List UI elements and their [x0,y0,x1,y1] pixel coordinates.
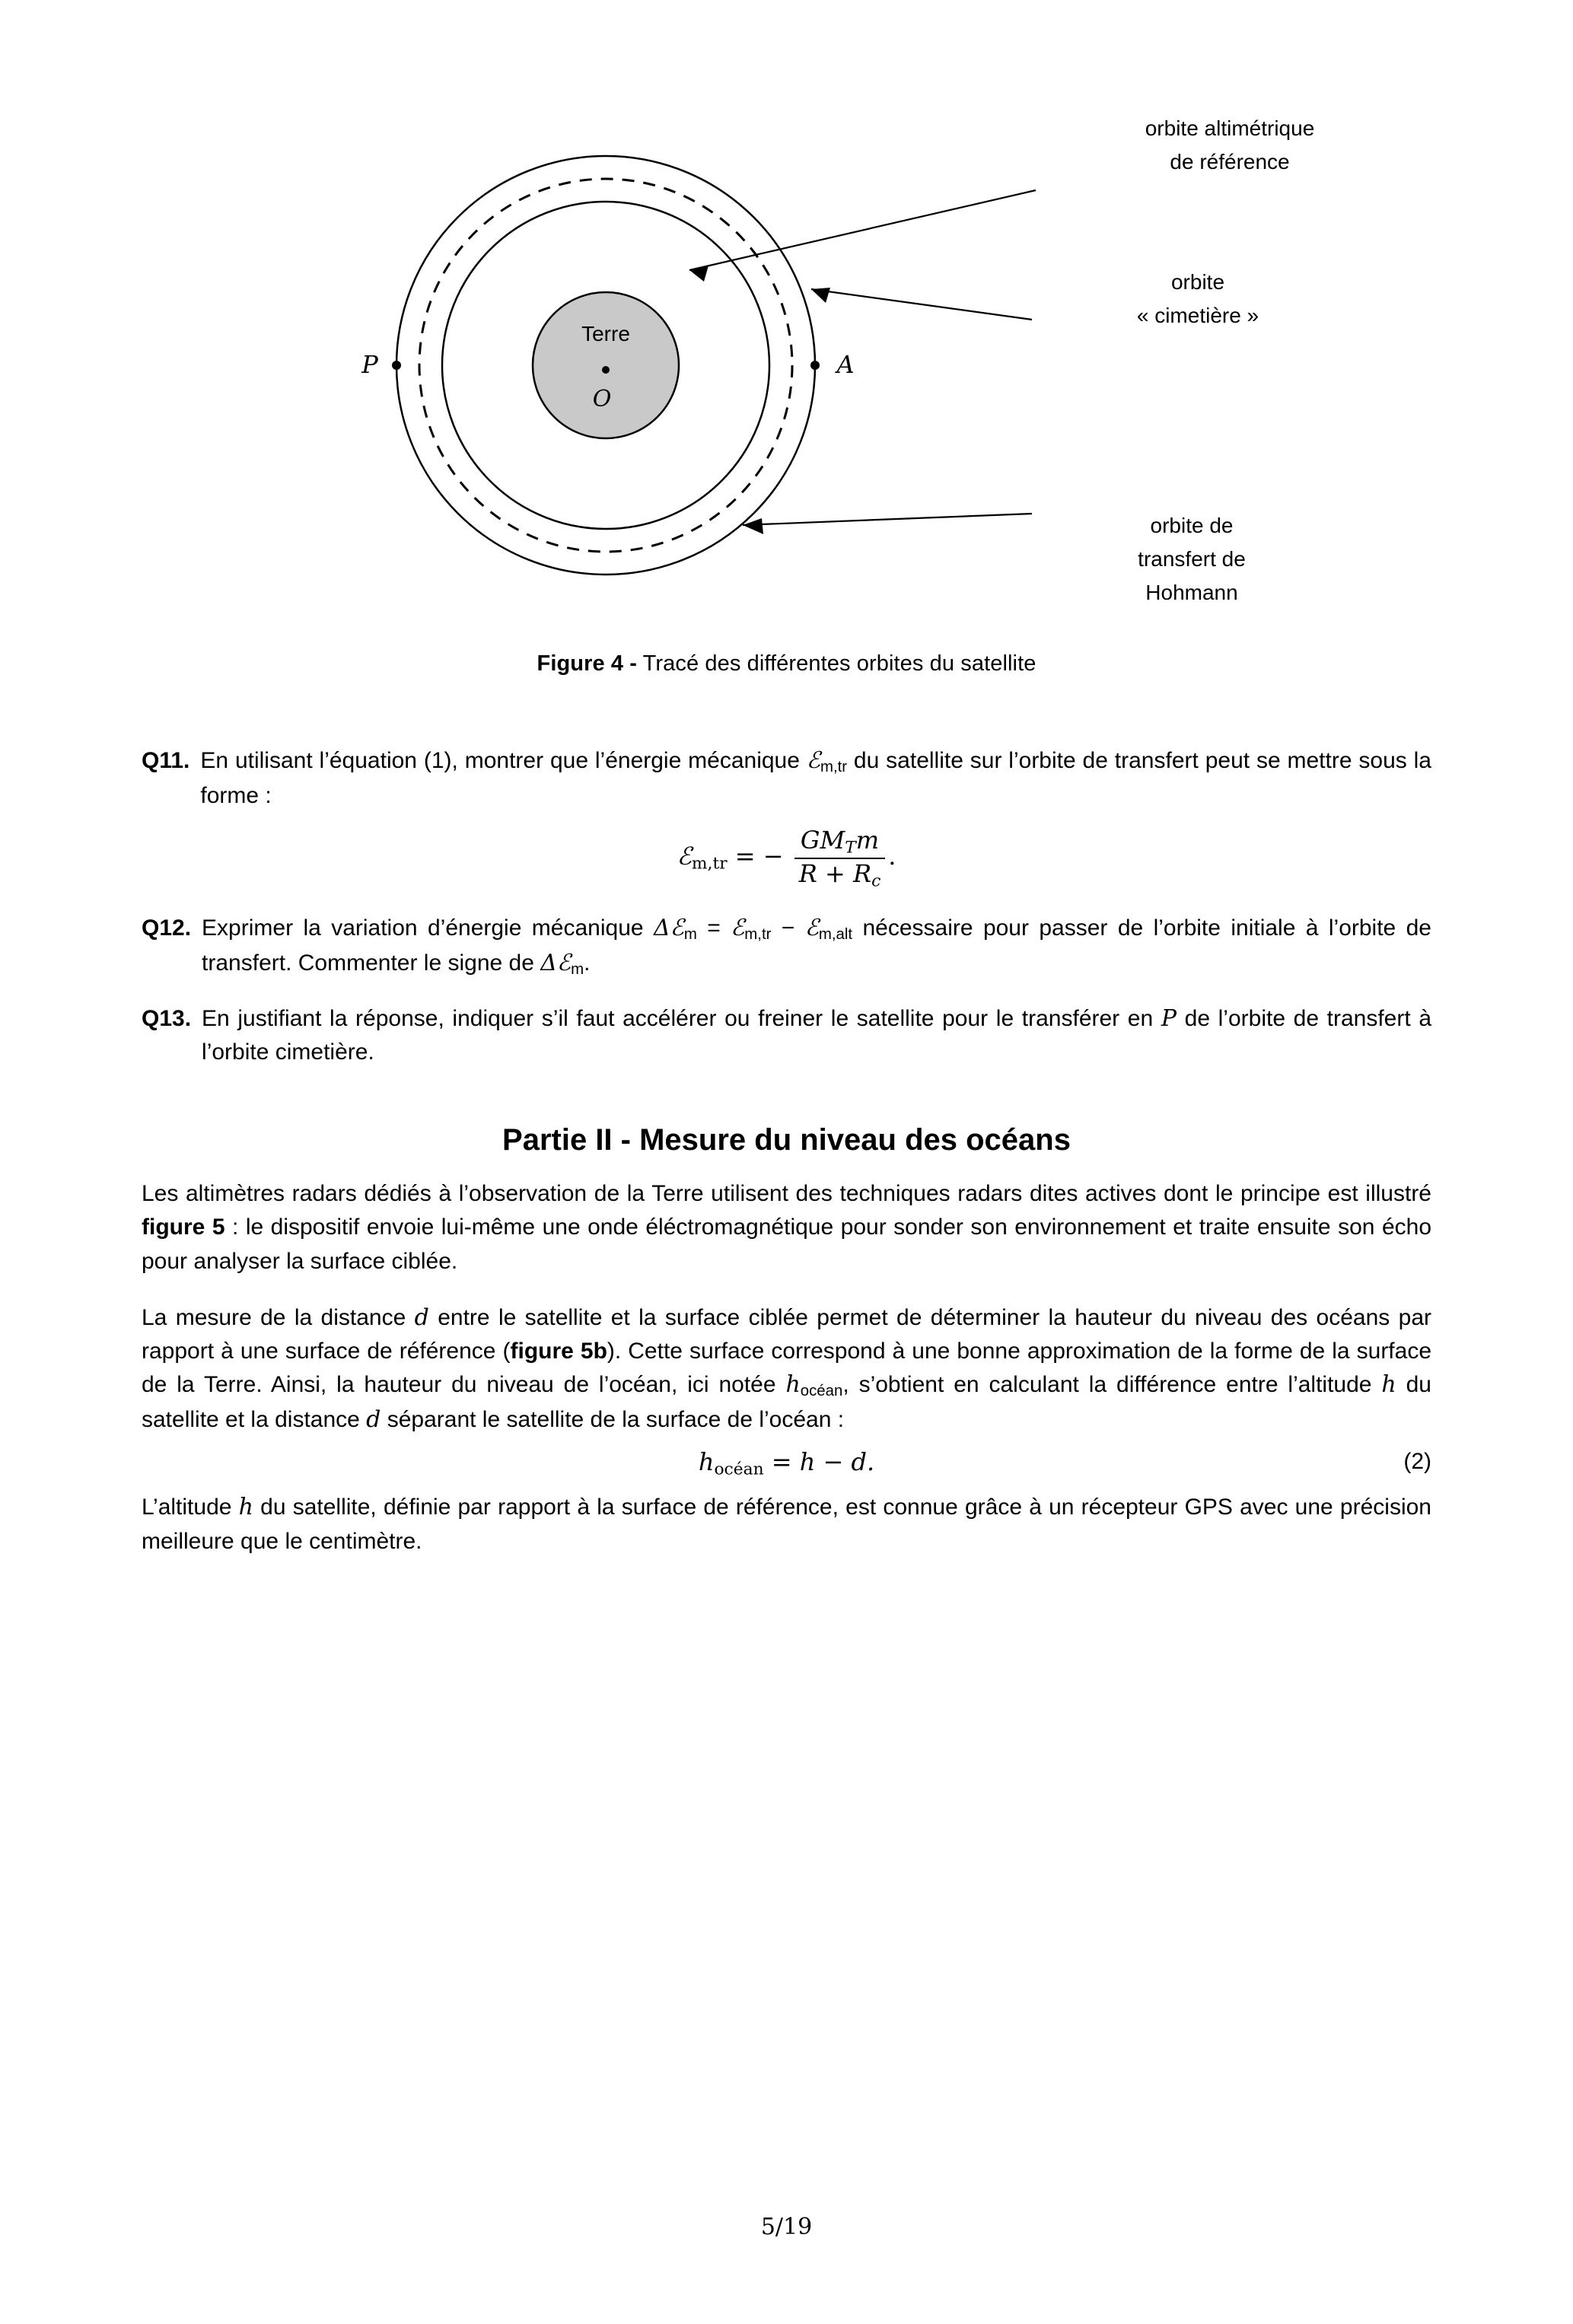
label-reference-orbit-line1: orbite altimétrique [1145,116,1315,140]
eq1-lhs: ℰ [677,842,692,871]
eq1-denominator [794,858,886,890]
label-hohmann-line1: orbite de [1150,514,1234,537]
label-earth: Terre [581,322,630,345]
p2-math-h-ocean: h [785,1371,801,1398]
p2-f: séparant le satellite de la surface de l’océan : [381,1406,845,1432]
figure-caption [142,651,1431,677]
label-graveyard-orbit-line1: orbite [1170,270,1225,294]
part-two-title: Partie II - Mesure du niveau des océans [502,1123,1071,1157]
label-center-o: O [592,386,612,412]
label-hohmann-line3: Hohmann [1145,581,1238,604]
q11-math-energy-sub: m,tr [820,759,848,776]
q12-body [202,912,1431,981]
paragraph-3 [142,1491,1431,1558]
p1-bold-figure5: figure 5 [142,1215,225,1240]
figure-caption-bold: Figure 4 - [537,651,638,676]
q12-text-part4: nécessaire pour passer de l’orbite initiale à l’orbite de transfert. Commenter le signe de [202,915,1431,976]
q11-label: Q11. [142,748,190,773]
eq1-equals: = − [734,842,784,871]
eq1-num-rest: m [855,826,880,855]
p2-math-d1: d [414,1304,429,1331]
eq1-numerator [794,826,886,857]
paragraph-2 [142,1301,1431,1437]
p2-e: du satellite et la distance [142,1371,1431,1432]
question-q11 [142,744,1431,812]
q13-body [202,1002,1431,1068]
arrowhead-reference-orbit [689,266,708,282]
eq1-fraction [794,826,886,890]
q11-text-part1: En utilisant l’équation (1), montrer que l’énergie mécanique [200,748,807,773]
p1-a: Les altimètres radars dédiés à l’observation de la Terre utilisent des techniques radars dites actives dont le principe est illustré [142,1181,1431,1207]
equation-2 [142,1447,1431,1479]
label-reference-orbit-line2: de référence [1170,150,1290,174]
eq2-number: (2) [1403,1449,1431,1475]
point-a-marker [810,361,820,370]
q11-text-part2: du satellite sur l’orbite de transfert peut se mettre sous la forme : [200,748,1431,808]
eq1-num-gm: GM [800,826,845,855]
eq2-lhs: h [698,1447,715,1477]
p2-math-d2: d [366,1406,381,1433]
eq1-lhs-sub: m,tr [691,854,728,874]
page-number: 5/19 [760,2214,813,2240]
eq1-den: R + R [798,858,872,888]
q12-text-part1: Exprimer la variation d’énergie mécanique [202,915,654,941]
q12-math3: ℰ [804,915,819,942]
q12-math3-sub: m,alt [818,926,853,944]
q11-body [200,744,1431,812]
q12-math2: ℰ [731,915,745,942]
q13-text-part1: En justifiant la réponse, indiquer s’il faut accélérer ou freiner le satellite pour le transférer en [202,1006,1161,1032]
p2-a: La mesure de la distance [142,1304,415,1330]
p3-a: L’altitude [142,1495,239,1520]
point-p-marker [392,361,401,370]
earth-disk [533,292,679,438]
q12-math4: Δℰ [540,949,572,976]
p2-math-h-ocean-sub: océan [800,1382,843,1399]
q11-math-energy: ℰ [806,747,820,774]
p3-math-h: h [238,1494,253,1521]
leader-line-reference-orbit [689,190,1036,270]
document-page [0,99,1573,2324]
q12-label: Q12. [142,915,192,941]
label-point-p: P [361,350,378,379]
p2-bold-figure5b: figure 5b [510,1338,607,1364]
q12-math1-sub: m [683,926,697,944]
q12-text-part3: − [771,915,805,941]
p2-b: entre le satellite et la surface ciblée permet de déterminer la hauteur du niveau des océans par rapport à une surface de référence ( [142,1304,1431,1364]
eq2-rhs: = h − d. [771,1447,875,1477]
equation-emtr [142,826,1431,890]
p2-d: , s’obtient en calculant la différence entre l’altitude [842,1371,1382,1397]
p2-math-h: h [1381,1371,1396,1398]
figure-caption-rest: Tracé des différentes orbites du satellite [637,651,1036,676]
q12-math4-sub: m [571,960,584,978]
q13-math-p: P [1161,1005,1177,1033]
question-q13 [142,1002,1431,1068]
leader-line-graveyard-orbit [811,289,1032,320]
label-point-a: A [836,350,855,379]
orbit-diagram [142,99,1431,632]
p1-b: : le dispositif envoie lui-même une onde éléctromagnétique pour sonder son environnement et traite ensuite son écho pour analyser la surface ciblée. [142,1215,1432,1274]
q12-math1: Δℰ [653,915,684,942]
eq1-period: . [888,842,896,871]
center-point-marker [602,366,610,374]
q12-math2-sub: m,tr [744,926,772,944]
q13-text-part2: de l’orbite de transfert à l’orbite cimetière. [202,1006,1432,1065]
p3-b: du satellite, définie par rapport à la surface de référence, est connue grâce à un récepteur GPS avec une précision meilleure que le centimètre. [142,1495,1431,1554]
label-graveyard-orbit-line2: « cimetière » [1136,304,1259,327]
arrowhead-graveyard-orbit [811,288,830,303]
q12-text-part5: . [584,950,591,976]
label-hohmann-line2: transfert de [1138,547,1246,571]
question-q12 [142,912,1431,981]
eq2-lhs-sub: océan [714,1460,764,1479]
q12-text-part2: = [696,915,731,941]
figure-4 [142,99,1431,723]
paragraph-1 [142,1177,1431,1278]
leader-line-hohmann-orbit [743,514,1032,525]
p2-c: ). Cette surface correspond à une bonne approximation de la forme de la surface de la Terre. Ainsi, la hauteur du niveau de l’océan, ici notée [142,1338,1432,1397]
eq1-den-sub: c [871,871,881,891]
page-footer [0,2214,1573,2240]
q13-label: Q13. [142,1006,192,1032]
eq1-num-sub: T [845,838,856,858]
